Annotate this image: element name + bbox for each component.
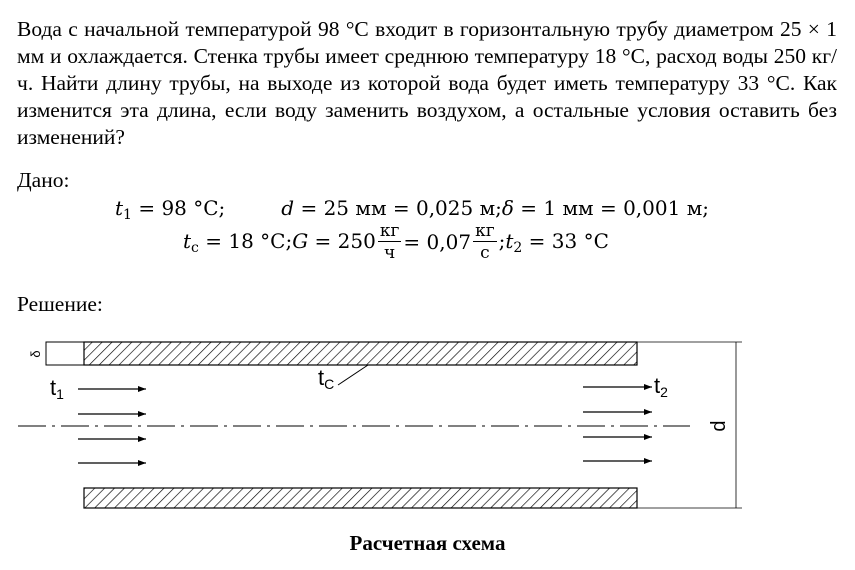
pipe-diagram <box>0 325 855 525</box>
wall-temperature-leader <box>338 365 368 385</box>
delta-label: δ <box>28 350 43 358</box>
problem-statement: Вода с начальной температурой 98 °С входит в горизонтальную трубу диаметром 25 × 1 мм и охлаждается. Стенка трубы имеет среднюю температуру 18 °С, расход воды 250 кг/ч. Найти длину трубы, на выходе из которой вода будет иметь температуру 33 °С. Как изменится эта длина, если воду заменить воздухом, а остальные условия оставить без изменений? <box>17 17 837 149</box>
diameter-label: d <box>708 420 730 432</box>
pipe-wall-top <box>84 342 637 365</box>
t2-symbol: t <box>505 228 514 253</box>
given-line-2 <box>183 222 609 278</box>
diagram-caption: Расчетная схема <box>349 531 506 555</box>
fraction-1-denominator: ч <box>384 243 396 263</box>
G-equals: = 250 <box>308 228 376 253</box>
pipe-wall-bottom <box>84 488 637 508</box>
fraction-2-denominator: с <box>480 243 490 263</box>
inlet-temperature-label: t1 <box>50 375 64 402</box>
tc-symbol: t <box>183 228 192 253</box>
fraction-1-numerator: кг <box>379 221 400 241</box>
separator: ; <box>498 228 506 253</box>
given-line-1 <box>115 196 709 223</box>
t1-symbol: t <box>115 196 124 220</box>
t1-subscript: 1 <box>123 207 132 223</box>
t2-value: = 33 °C <box>522 228 609 253</box>
delta-value: = 1 мм = 0,001 м; <box>513 196 709 220</box>
fraction-kg-per-second <box>473 222 497 262</box>
G-converted: = 0,07 <box>403 230 472 254</box>
d-symbol: d <box>281 196 295 220</box>
solution-heading: Решение: <box>17 292 103 316</box>
tc-value: = 18 °C; <box>198 228 293 253</box>
G-symbol: G <box>292 228 309 253</box>
wall-thickness-marker <box>46 342 84 365</box>
outlet-temperature-label: t2 <box>654 373 668 400</box>
d-value: = 25 мм = 0,025 м; <box>294 196 502 220</box>
t1-value: = 98 °C; <box>131 196 226 220</box>
given-heading: Дано: <box>17 168 70 192</box>
t2-subscript: 2 <box>513 239 523 256</box>
delta-symbol: δ <box>501 196 514 220</box>
wall-temperature-label: tC <box>318 365 335 392</box>
tc-subscript: с <box>191 239 199 256</box>
fraction-2-numerator: кг <box>475 221 495 241</box>
fraction-kg-per-hour <box>378 222 402 262</box>
